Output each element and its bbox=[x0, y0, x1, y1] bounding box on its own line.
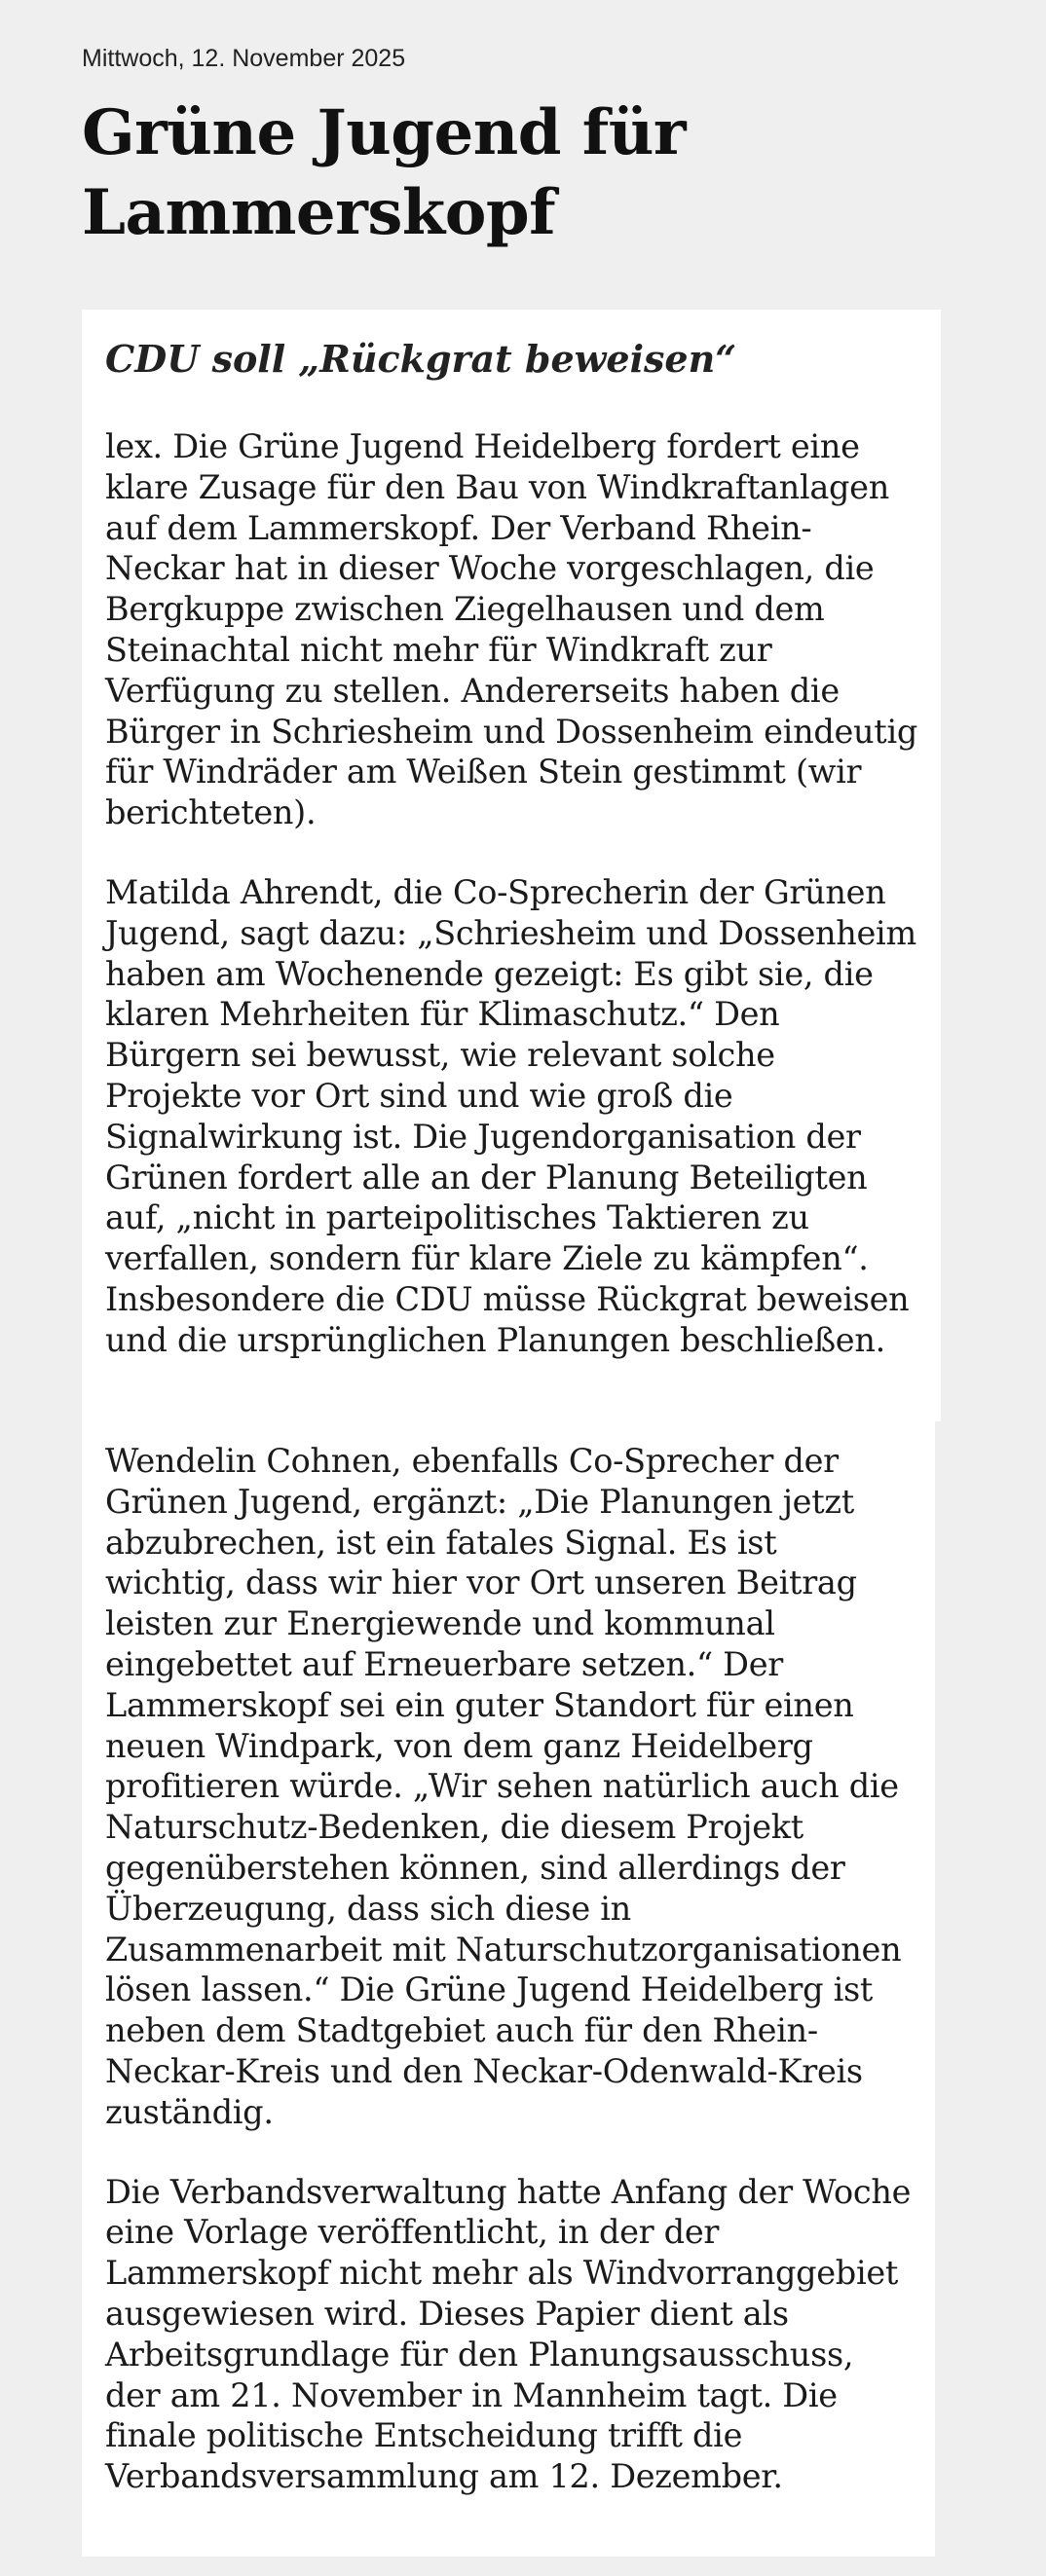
article-title: Grüne Jugend für Lammerskopf bbox=[82, 96, 687, 249]
article-paragraph: Wendelin Cohnen, ebenfalls Co-Sprecher der Grünen Jugend, ergänzt: „Die Planungen jetzt abzubrechen, ist ein fatales Signal. Es ist wichtig, dass wir hier vor Ort unseren Beitrag leisten zur Energiewende und kommunal eingebettet auf Erneuerbare setzen.“ Der Lammerskopf sei ein guter Standort für einen neuen Windpark, von dem ganz Heidelberg profitieren würde. „Wir sehen natürlich auch die Naturschutz-Bedenken, die diesem Projekt gegenüberstehen können, sind allerdings der Überzeugung, dass sich diese in Zusammenarbeit mit Naturschutzorganisationen lösen lassen.“ Die Grüne Jugend Heidelberg ist neben dem Stadtgebiet auch für den Rhein-Neckar-Kreis und den Neckar-Odenwald-Kreis zuständig. bbox=[105, 1442, 902, 2131]
article-paragraph: Die Verbandsverwaltung hatte Anfang der Woche eine Vorlage veröffentlicht, in der der Lammerskopf nicht mehr als Windvorranggebiet ausgewiesen wird. Dieses Papier dient als Arbeitsgrundlage für den Planungsausschuss, der am 21. November in Mannheim tagt. Die finale politische Entscheidung trifft die Verbandsversammlung am 12. Dezember. bbox=[105, 2172, 912, 2496]
article-paragraph: Matilda Ahrendt, die Co-Sprecherin der Grünen Jugend, sagt dazu: „Schriesheim und Dossenheim haben am Wochenende gezeigt: Es gibt sie, die klaren Mehrheiten für Klimaschutz.“ Den Bürgern sei bewusst, wie relevant solche Projekte vor Ort sind und wie groß die Signalwirkung ist. Die Jugendorganisation der Grünen fordert alle an der Planung Beteiligten auf, „nicht in parteipolitisches Taktieren zu verfallen, sondern für klare Ziele zu kämpfen“. Insbesondere die CDU müsse Rückgrat beweisen und die ursprünglichen Planungen beschließen. bbox=[105, 872, 916, 1359]
article-body-card-2 bbox=[82, 1421, 935, 2557]
article-paragraph: lex. Die Grüne Jugend Heidelberg fordert eine klare Zusage für den Bau von Windkraftanlagen auf dem Lammerskopf. Der Verband Rhein-Neckar hat in dieser Woche vorgeschlagen, die Bergkuppe zwischen Ziegelhausen und dem Steinachtal nicht mehr für Windkraft zur Verfügung zu stellen. Andererseits haben die Bürger in Schriesheim und Dossenheim eindeutig für Windräder am Weißen Stein gestimmt (wir berichteten). bbox=[105, 427, 918, 832]
article-body-card-1 bbox=[82, 310, 941, 1421]
article-date: Mittwoch, 12. November 2025 bbox=[82, 45, 406, 72]
article-subtitle: CDU soll „Rückgrat beweisen“ bbox=[105, 337, 737, 381]
article-header bbox=[82, 39, 958, 253]
